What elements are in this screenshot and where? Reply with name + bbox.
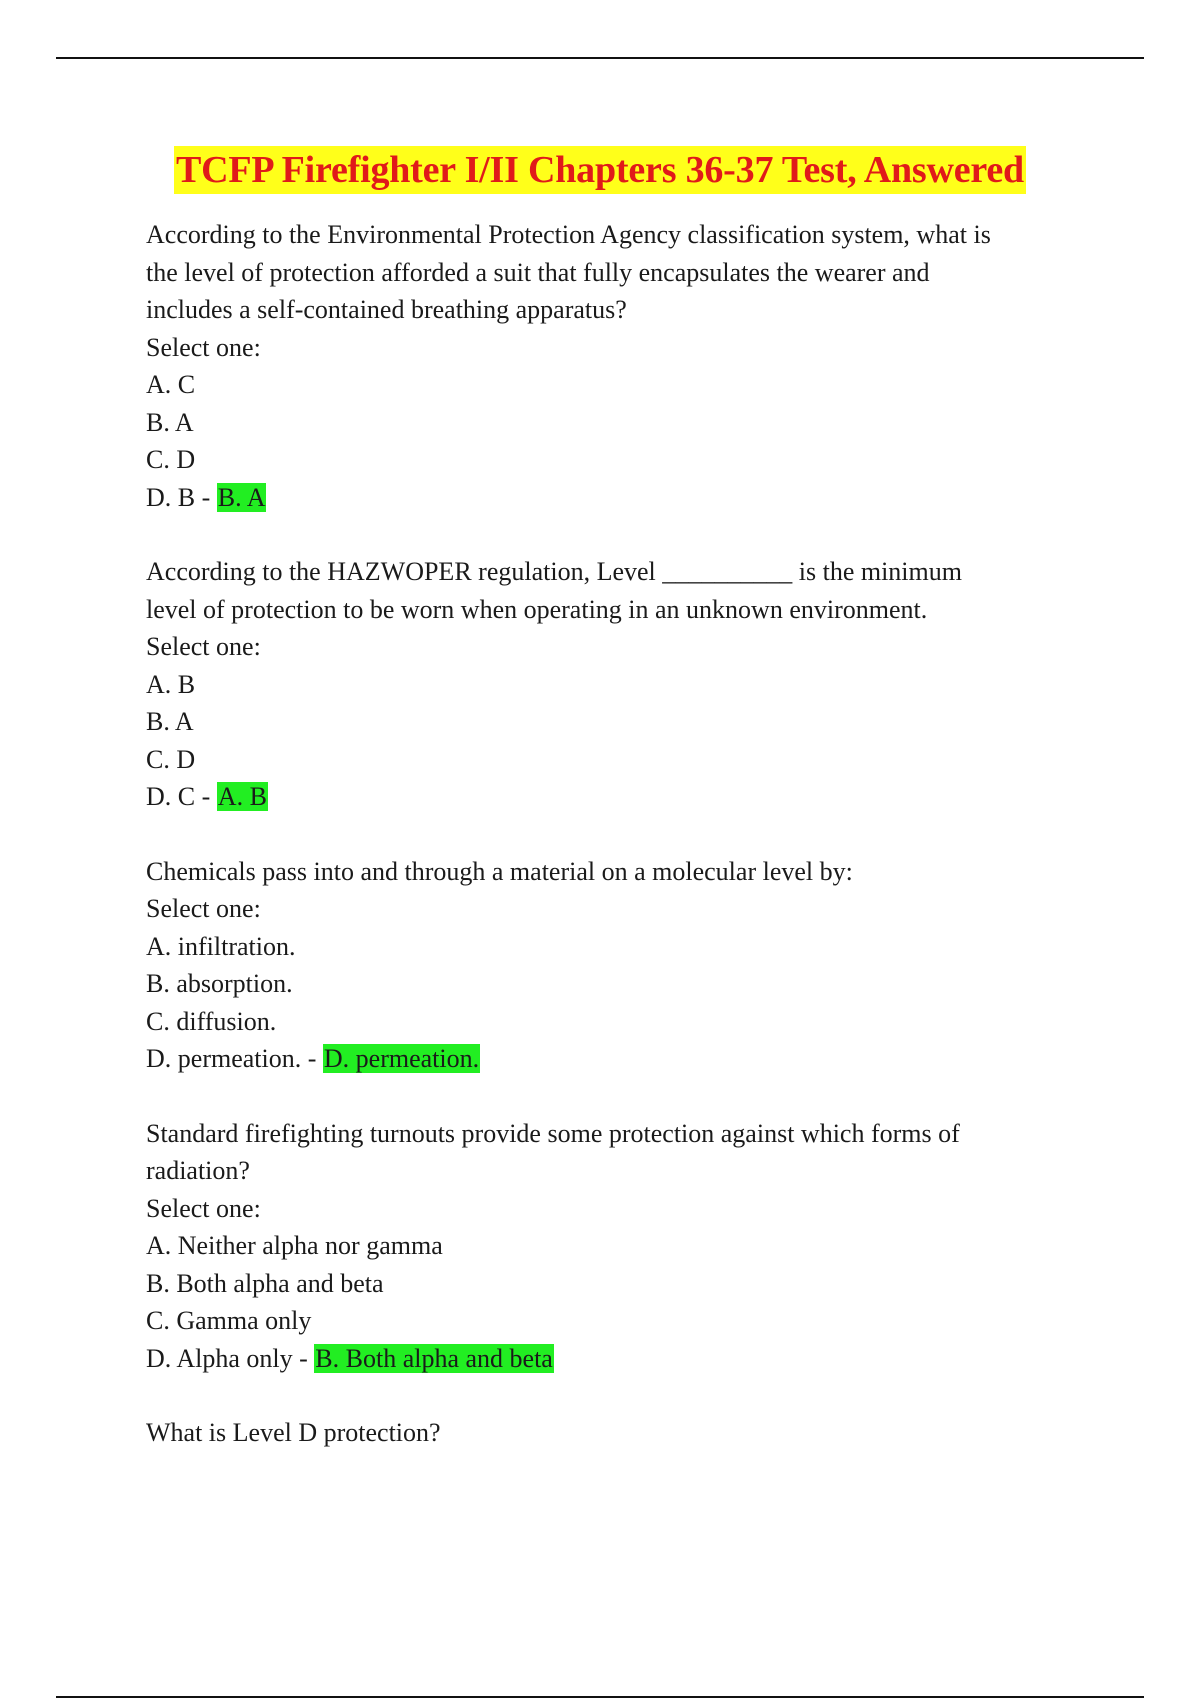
question-text-line: Standard firefighting turnouts provide some protection against which forms of <box>146 1118 960 1148</box>
option-c: C. D <box>146 445 196 474</box>
select-one-label: Select one: <box>146 1193 261 1223</box>
question-text-line: the level of protection afforded a suit that fully encapsulates the wearer and <box>146 257 930 287</box>
select-one-label: Select one: <box>146 632 261 661</box>
option-a: A. B <box>146 669 196 699</box>
answer-separator: - <box>195 482 217 512</box>
option-d: D. C <box>146 782 196 811</box>
question-block <box>146 1414 1076 1452</box>
option-b: B. A <box>146 407 194 437</box>
question-text-line: What is Level D protection? <box>146 1418 441 1447</box>
option-d-with-answer <box>146 1340 1076 1378</box>
option-d: D. permeation. <box>146 1044 302 1073</box>
select-one-label: Select one: <box>146 894 261 923</box>
question-text-line: Chemicals pass into and through a material on a molecular level by: <box>146 856 853 886</box>
option-c: C. diffusion. <box>146 1006 277 1036</box>
option-d-with-answer <box>146 778 1076 816</box>
answer-separator: - <box>292 1343 315 1373</box>
option-c: C. Gamma only <box>146 1306 312 1335</box>
title-container <box>0 146 1200 194</box>
question-text-line: level of protection to be worn when operating in an unknown environment. <box>146 594 928 624</box>
option-d-with-answer <box>146 1040 1076 1078</box>
question-block <box>146 853 1076 1078</box>
question-text-line: radiation? <box>146 1156 250 1185</box>
select-one-label: Select one: <box>146 332 261 362</box>
question-block <box>146 1115 1076 1378</box>
question-block <box>146 553 1076 816</box>
bottom-rule <box>56 1696 1144 1698</box>
answer-highlight: B. A <box>217 482 266 512</box>
option-a: A. C <box>146 370 196 399</box>
answer-separator: - <box>195 782 217 811</box>
option-d-with-answer <box>146 479 1076 517</box>
option-a: A. infiltration. <box>146 931 296 961</box>
option-d: D. Alpha only <box>146 1343 293 1373</box>
top-rule <box>56 57 1144 59</box>
document-body <box>146 216 1076 1489</box>
answer-highlight: B. Both alpha and beta <box>315 1343 553 1373</box>
question-text-line: includes a self-contained breathing apparatus? <box>146 295 627 324</box>
answer-highlight: A. B <box>217 782 267 811</box>
option-b: B. A <box>146 707 194 736</box>
option-b: B. absorption. <box>146 969 293 998</box>
option-d: D. B <box>146 482 196 512</box>
option-c: C. D <box>146 744 196 774</box>
option-b: B. Both alpha and beta <box>146 1268 384 1298</box>
document-title: TCFP Firefighter I/II Chapters 36-37 Test, Answered <box>174 146 1026 194</box>
answer-separator: - <box>301 1044 323 1073</box>
answer-highlight: D. permeation. <box>323 1044 480 1073</box>
question-text-line: According to the Environmental Protection Agency classification system, what is <box>146 220 991 249</box>
question-text-line: According to the HAZWOPER regulation, Level __________ is the minimum <box>146 557 962 586</box>
question-block <box>146 216 1076 516</box>
option-a: A. Neither alpha nor gamma <box>146 1231 443 1260</box>
